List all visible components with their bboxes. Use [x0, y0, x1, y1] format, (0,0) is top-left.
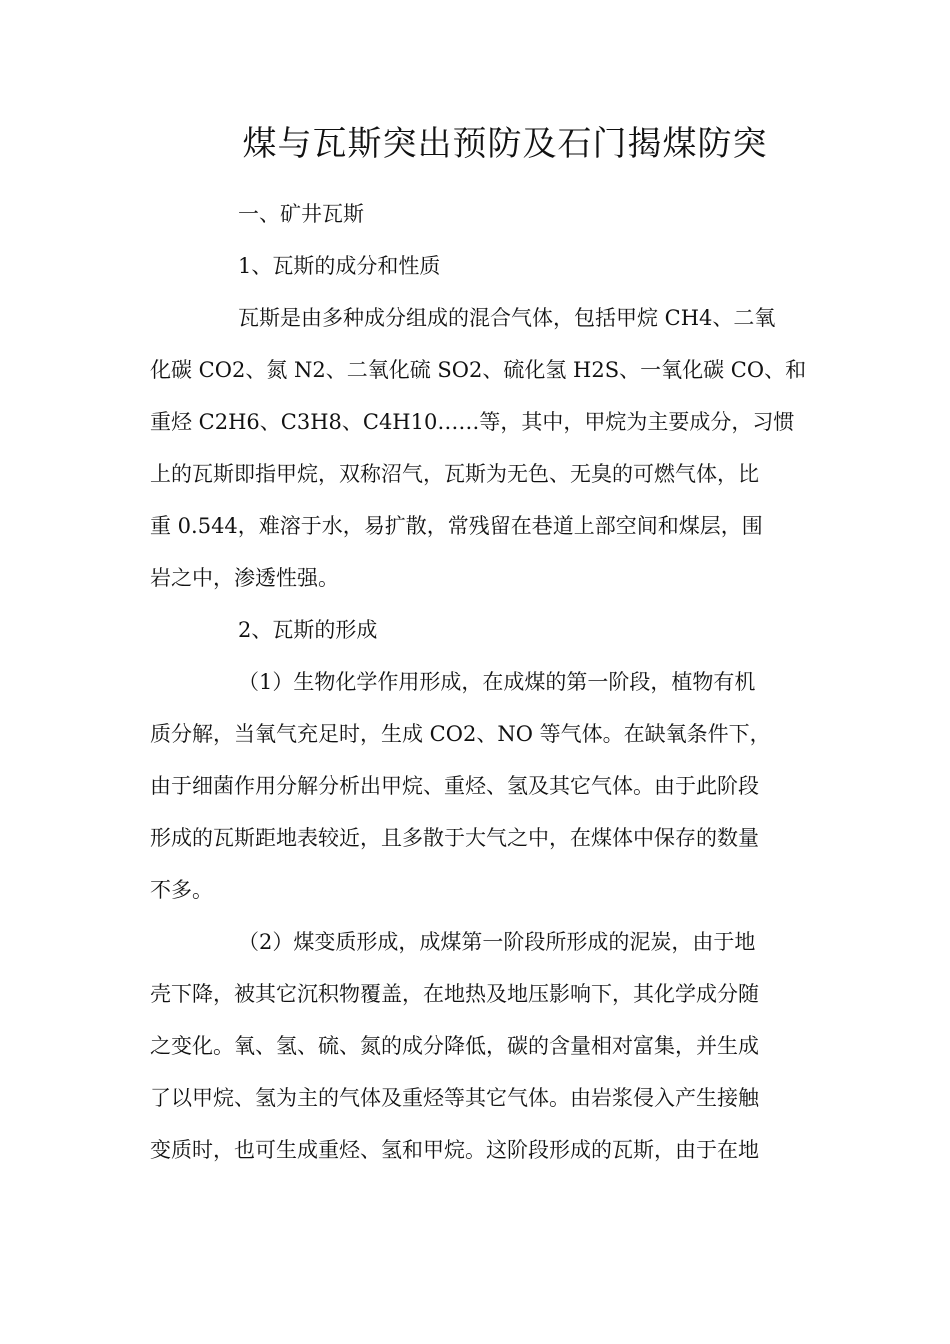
paragraph-line: 岩之中，渗透性强。 — [150, 566, 339, 590]
paragraph-line: 之变化。氧、氢、硫、氮的成分降低，碳的含量相对富集，并生成 — [150, 1034, 759, 1058]
paragraph-line: （1）生物化学作用形成，在成煤的第一阶段，植物有机 — [238, 670, 756, 694]
subsection-heading: 2、瓦斯的形成 — [238, 618, 378, 642]
paragraph-line: 瓦斯是由多种成分组成的混合气体，包括甲烷 CH4、二氧 — [238, 306, 776, 330]
paragraph-line: 了以甲烷、氢为主的气体及重烃等其它气体。由岩浆侵入产生接触 — [150, 1086, 759, 1110]
paragraph-line: 变质时，也可生成重烃、氢和甲烷。这阶段形成的瓦斯，由于在地 — [150, 1138, 759, 1162]
paragraph-line: （2）煤变质形成，成煤第一阶段所形成的泥炭，由于地 — [238, 930, 756, 954]
section-heading: 一、矿井瓦斯 — [238, 202, 364, 226]
paragraph-line: 形成的瓦斯距地表较近，且多散于大气之中，在煤体中保存的数量 — [150, 826, 759, 850]
subsection-heading: 1、瓦斯的成分和性质 — [238, 254, 441, 278]
paragraph-line: 重 0.544，难溶于水，易扩散，常残留在巷道上部空间和煤层，围 — [150, 514, 763, 538]
paragraph-line: 上的瓦斯即指甲烷，双称沼气，瓦斯为无色、无臭的可燃气体，比 — [150, 462, 759, 486]
paragraph-line: 壳下降，被其它沉积物覆盖，在地热及地压影响下，其化学成分随 — [150, 982, 759, 1006]
paragraph-line: 重烃 C2H6、C3H8、C4H10……等，其中，甲烷为主要成分，习惯 — [150, 410, 795, 434]
paragraph-line: 由于细菌作用分解分析出甲烷、重烃、氢及其它气体。由于此阶段 — [150, 774, 759, 798]
paragraph-line: 化碳 CO2、氮 N2、二氧化硫 SO2、硫化氢 H2S、一氧化碳 CO、和 — [150, 358, 807, 382]
document-title: 煤与瓦斯突出预防及石门揭煤防突 — [242, 124, 768, 164]
document-body — [150, 188, 807, 1176]
paragraph-line: 不多。 — [150, 878, 213, 902]
paragraph-line: 质分解，当氧气充足时，生成 CO2、NO 等气体。在缺氧条件下， — [150, 722, 771, 746]
